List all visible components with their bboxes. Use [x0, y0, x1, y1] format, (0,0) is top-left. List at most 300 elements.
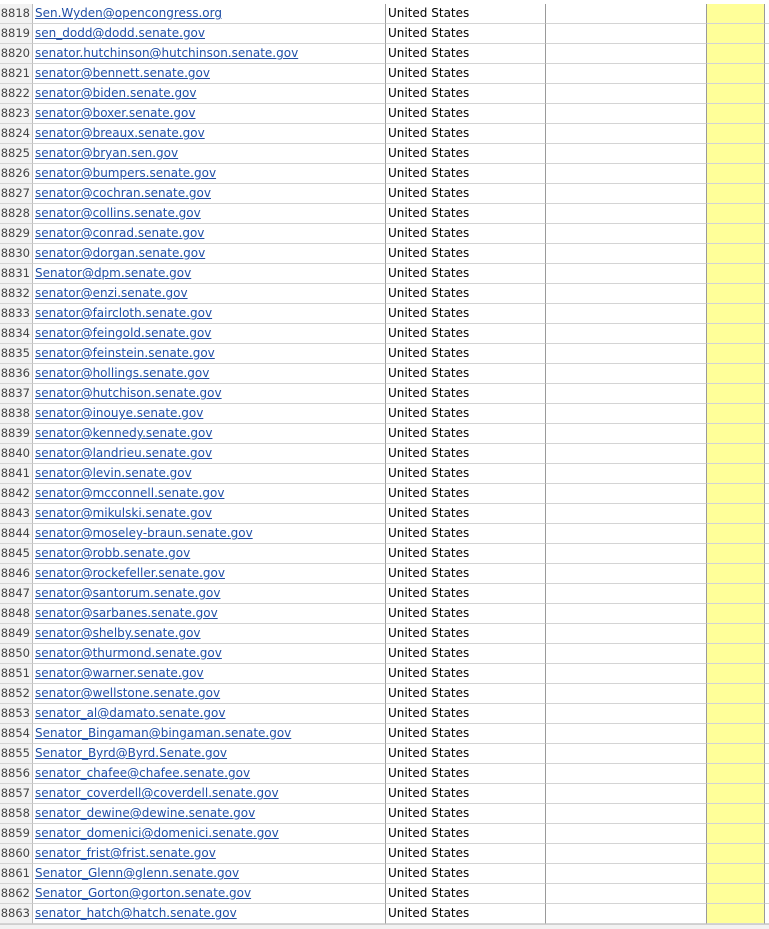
- highlighted-cell[interactable]: [707, 44, 765, 64]
- highlighted-cell[interactable]: [707, 104, 765, 124]
- empty-cell[interactable]: [546, 4, 707, 24]
- email-link-cell[interactable]: senator_hatch@hatch.senate.gov: [33, 904, 386, 924]
- row-number-header[interactable]: 8831: [0, 264, 33, 284]
- row-number-header[interactable]: 8847: [0, 584, 33, 604]
- email-link-cell[interactable]: Senator@dpm.senate.gov: [33, 264, 386, 284]
- partial-column-cell[interactable]: [765, 624, 769, 644]
- row-number-header[interactable]: 8830: [0, 244, 33, 264]
- table-row: [0, 724, 769, 744]
- highlighted-cell[interactable]: [707, 764, 765, 784]
- empty-cell[interactable]: [546, 284, 707, 304]
- row-number-header[interactable]: 8834: [0, 324, 33, 344]
- email-link-cell[interactable]: senator@thurmond.senate.gov: [33, 644, 386, 664]
- partial-column-cell[interactable]: [765, 764, 769, 784]
- empty-cell[interactable]: [546, 344, 707, 364]
- row-number-header[interactable]: 8856: [0, 764, 33, 784]
- table-row: [0, 24, 769, 44]
- highlighted-cell[interactable]: [707, 404, 765, 424]
- email-link-cell[interactable]: Sen.Wyden@opencongress.org: [33, 4, 386, 24]
- country-cell[interactable]: United States: [386, 524, 546, 544]
- country-cell[interactable]: United States: [386, 84, 546, 104]
- empty-cell[interactable]: [546, 444, 707, 464]
- row-number-header[interactable]: 8832: [0, 284, 33, 304]
- country-cell[interactable]: United States: [386, 544, 546, 564]
- row-number-header[interactable]: 8824: [0, 124, 33, 144]
- highlighted-cell[interactable]: [707, 504, 765, 524]
- empty-cell[interactable]: [546, 644, 707, 664]
- highlighted-cell[interactable]: [707, 284, 765, 304]
- partial-column-cell[interactable]: [765, 244, 769, 264]
- highlighted-cell[interactable]: [707, 304, 765, 324]
- highlighted-cell[interactable]: [707, 84, 765, 104]
- email-link-cell[interactable]: senator@conrad.senate.gov: [33, 224, 386, 244]
- email-link-cell[interactable]: senator@santorum.senate.gov: [33, 584, 386, 604]
- table-row: [0, 144, 769, 164]
- partial-column-cell[interactable]: [765, 684, 769, 704]
- email-link-cell[interactable]: senator@breaux.senate.gov: [33, 124, 386, 144]
- email-link-cell[interactable]: senator@biden.senate.gov: [33, 84, 386, 104]
- highlighted-cell[interactable]: [707, 804, 765, 824]
- partial-column-cell[interactable]: [765, 664, 769, 684]
- highlighted-cell[interactable]: [707, 744, 765, 764]
- highlighted-cell[interactable]: [707, 344, 765, 364]
- table-row: [0, 264, 769, 284]
- country-cell[interactable]: United States: [386, 344, 546, 364]
- table-row: [0, 544, 769, 564]
- table-row: [0, 384, 769, 404]
- empty-cell[interactable]: [546, 304, 707, 324]
- email-link-cell[interactable]: senator@collins.senate.gov: [33, 204, 386, 224]
- country-cell[interactable]: United States: [386, 784, 546, 804]
- empty-cell[interactable]: [546, 584, 707, 604]
- partial-column-cell[interactable]: [765, 184, 769, 204]
- email-link-cell[interactable]: senator@warner.senate.gov: [33, 664, 386, 684]
- country-cell[interactable]: United States: [386, 604, 546, 624]
- empty-cell[interactable]: [546, 664, 707, 684]
- table-row: [0, 664, 769, 684]
- country-cell[interactable]: United States: [386, 624, 546, 644]
- partial-column-cell[interactable]: [765, 264, 769, 284]
- highlighted-cell[interactable]: [707, 364, 765, 384]
- row-number-header[interactable]: 8859: [0, 824, 33, 844]
- row-number-header[interactable]: 8853: [0, 704, 33, 724]
- email-link-cell[interactable]: senator@feinstein.senate.gov: [33, 344, 386, 364]
- highlighted-cell[interactable]: [707, 724, 765, 744]
- empty-cell[interactable]: [546, 64, 707, 84]
- empty-cell[interactable]: [546, 224, 707, 244]
- highlighted-cell[interactable]: [707, 864, 765, 884]
- partial-column-cell[interactable]: [765, 384, 769, 404]
- row-number-header[interactable]: 8845: [0, 544, 33, 564]
- empty-cell[interactable]: [546, 144, 707, 164]
- email-link-cell[interactable]: senator@hollings.senate.gov: [33, 364, 386, 384]
- country-cell[interactable]: United States: [386, 224, 546, 244]
- highlighted-cell[interactable]: [707, 164, 765, 184]
- country-cell[interactable]: United States: [386, 384, 546, 404]
- partial-column-cell[interactable]: [765, 744, 769, 764]
- table-row: [0, 184, 769, 204]
- partial-column-cell[interactable]: [765, 404, 769, 424]
- country-cell[interactable]: United States: [386, 844, 546, 864]
- country-cell[interactable]: United States: [386, 444, 546, 464]
- row-number-header[interactable]: 8841: [0, 464, 33, 484]
- country-cell[interactable]: United States: [386, 64, 546, 84]
- empty-cell[interactable]: [546, 364, 707, 384]
- empty-cell[interactable]: [546, 244, 707, 264]
- table-row: [0, 484, 769, 504]
- highlighted-cell[interactable]: [707, 464, 765, 484]
- highlighted-cell[interactable]: [707, 644, 765, 664]
- partial-column-cell[interactable]: [765, 44, 769, 64]
- partial-column-cell[interactable]: [765, 24, 769, 44]
- email-link-cell[interactable]: senator@shelby.senate.gov: [33, 624, 386, 644]
- email-link-cell[interactable]: sen_dodd@dodd.senate.gov: [33, 24, 386, 44]
- partial-column-cell[interactable]: [765, 644, 769, 664]
- country-cell[interactable]: United States: [386, 404, 546, 424]
- row-number-header[interactable]: 8855: [0, 744, 33, 764]
- email-link-cell[interactable]: senator@feingold.senate.gov: [33, 324, 386, 344]
- country-cell[interactable]: United States: [386, 764, 546, 784]
- table-row: [0, 284, 769, 304]
- highlighted-cell[interactable]: [707, 904, 765, 924]
- highlighted-cell[interactable]: [707, 544, 765, 564]
- highlighted-cell[interactable]: [707, 144, 765, 164]
- highlighted-cell[interactable]: [707, 664, 765, 684]
- row-number-header[interactable]: 8860: [0, 844, 33, 864]
- partial-column-cell[interactable]: [765, 364, 769, 384]
- highlighted-cell[interactable]: [707, 844, 765, 864]
- email-link-cell[interactable]: Senator_Gorton@gorton.senate.gov: [33, 884, 386, 904]
- row-number-header[interactable]: 8822: [0, 84, 33, 104]
- country-cell[interactable]: United States: [386, 204, 546, 224]
- email-link-cell[interactable]: senator@hutchison.senate.gov: [33, 384, 386, 404]
- country-cell[interactable]: United States: [386, 264, 546, 284]
- row-number-header[interactable]: 8854: [0, 724, 33, 744]
- partial-column-cell[interactable]: [765, 584, 769, 604]
- country-cell[interactable]: United States: [386, 284, 546, 304]
- row-number-header[interactable]: 8848: [0, 604, 33, 624]
- partial-column-cell[interactable]: [765, 484, 769, 504]
- partial-column-cell[interactable]: [765, 904, 769, 924]
- highlighted-cell[interactable]: [707, 184, 765, 204]
- email-link-cell[interactable]: senator@bumpers.senate.gov: [33, 164, 386, 184]
- country-cell[interactable]: United States: [386, 124, 546, 144]
- email-link-cell[interactable]: senator@kennedy.senate.gov: [33, 424, 386, 444]
- partial-column-cell[interactable]: [765, 544, 769, 564]
- empty-cell[interactable]: [546, 724, 707, 744]
- country-cell[interactable]: United States: [386, 324, 546, 344]
- partial-column-cell[interactable]: [765, 844, 769, 864]
- table-row: [0, 404, 769, 424]
- table-row: [0, 524, 769, 544]
- empty-cell[interactable]: [546, 744, 707, 764]
- table-row: [0, 324, 769, 344]
- row-number-header[interactable]: 8861: [0, 864, 33, 884]
- country-cell[interactable]: United States: [386, 904, 546, 924]
- email-link-cell[interactable]: senator_domenici@domenici.senate.gov: [33, 824, 386, 844]
- country-cell[interactable]: United States: [386, 464, 546, 484]
- row-number-header[interactable]: 8826: [0, 164, 33, 184]
- row-number-header[interactable]: 8819: [0, 24, 33, 44]
- country-cell[interactable]: United States: [386, 24, 546, 44]
- row-number-header[interactable]: 8835: [0, 344, 33, 364]
- country-cell[interactable]: United States: [386, 44, 546, 64]
- empty-cell[interactable]: [546, 884, 707, 904]
- email-link-cell[interactable]: senator@mcconnell.senate.gov: [33, 484, 386, 504]
- country-cell[interactable]: United States: [386, 424, 546, 444]
- country-cell[interactable]: United States: [386, 4, 546, 24]
- table-row: [0, 504, 769, 524]
- country-cell[interactable]: United States: [386, 184, 546, 204]
- empty-cell[interactable]: [546, 264, 707, 284]
- empty-cell[interactable]: [546, 544, 707, 564]
- empty-cell[interactable]: [546, 804, 707, 824]
- country-cell[interactable]: United States: [386, 724, 546, 744]
- highlighted-cell[interactable]: [707, 384, 765, 404]
- highlighted-cell[interactable]: [707, 204, 765, 224]
- email-link-cell[interactable]: senator@mikulski.senate.gov: [33, 504, 386, 524]
- country-cell[interactable]: United States: [386, 144, 546, 164]
- partial-column-cell[interactable]: [765, 124, 769, 144]
- sheet-bottom-edge: [0, 924, 769, 929]
- row-number-header[interactable]: 8857: [0, 784, 33, 804]
- row-number-header[interactable]: 8844: [0, 524, 33, 544]
- partial-column-cell[interactable]: [765, 524, 769, 544]
- empty-cell[interactable]: [546, 84, 707, 104]
- partial-column-cell[interactable]: [765, 444, 769, 464]
- country-cell[interactable]: United States: [386, 564, 546, 584]
- highlighted-cell[interactable]: [707, 244, 765, 264]
- partial-column-cell[interactable]: [765, 64, 769, 84]
- partial-column-cell[interactable]: [765, 604, 769, 624]
- highlighted-cell[interactable]: [707, 604, 765, 624]
- partial-column-cell[interactable]: [765, 164, 769, 184]
- country-cell[interactable]: United States: [386, 304, 546, 324]
- table-row: [0, 624, 769, 644]
- empty-cell[interactable]: [546, 524, 707, 544]
- row-number-header[interactable]: 8838: [0, 404, 33, 424]
- table-row: [0, 164, 769, 184]
- partial-column-cell[interactable]: [765, 104, 769, 124]
- empty-cell[interactable]: [546, 484, 707, 504]
- empty-cell[interactable]: [546, 324, 707, 344]
- table-row: [0, 804, 769, 824]
- empty-cell[interactable]: [546, 404, 707, 424]
- country-cell[interactable]: United States: [386, 664, 546, 684]
- highlighted-cell[interactable]: [707, 684, 765, 704]
- email-link-cell[interactable]: senator@rockefeller.senate.gov: [33, 564, 386, 584]
- partial-column-cell[interactable]: [765, 464, 769, 484]
- empty-cell[interactable]: [546, 464, 707, 484]
- country-cell[interactable]: United States: [386, 864, 546, 884]
- highlighted-cell[interactable]: [707, 4, 765, 24]
- partial-column-cell[interactable]: [765, 344, 769, 364]
- empty-cell[interactable]: [546, 184, 707, 204]
- empty-cell[interactable]: [546, 424, 707, 444]
- partial-column-cell[interactable]: [765, 804, 769, 824]
- empty-cell[interactable]: [546, 844, 707, 864]
- row-number-header[interactable]: 8818: [0, 4, 33, 24]
- email-link-cell[interactable]: Senator_Byrd@Byrd.Senate.gov: [33, 744, 386, 764]
- empty-cell[interactable]: [546, 684, 707, 704]
- email-link-cell[interactable]: senator_chafee@chafee.senate.gov: [33, 764, 386, 784]
- row-number-header[interactable]: 8849: [0, 624, 33, 644]
- table-row: [0, 84, 769, 104]
- partial-column-cell[interactable]: [765, 824, 769, 844]
- country-cell[interactable]: United States: [386, 484, 546, 504]
- partial-column-cell[interactable]: [765, 4, 769, 24]
- partial-column-cell[interactable]: [765, 884, 769, 904]
- country-cell[interactable]: United States: [386, 884, 546, 904]
- email-link-cell[interactable]: Senator_Glenn@glenn.senate.gov: [33, 864, 386, 884]
- highlighted-cell[interactable]: [707, 324, 765, 344]
- empty-cell[interactable]: [546, 564, 707, 584]
- highlighted-cell[interactable]: [707, 264, 765, 284]
- partial-column-cell[interactable]: [765, 784, 769, 804]
- empty-cell[interactable]: [546, 864, 707, 884]
- email-link-cell[interactable]: senator_dewine@dewine.senate.gov: [33, 804, 386, 824]
- row-number-header[interactable]: 8846: [0, 564, 33, 584]
- country-cell[interactable]: United States: [386, 684, 546, 704]
- country-cell[interactable]: United States: [386, 104, 546, 124]
- highlighted-cell[interactable]: [707, 884, 765, 904]
- empty-cell[interactable]: [546, 604, 707, 624]
- table-row: [0, 44, 769, 64]
- email-link-cell[interactable]: senator.hutchinson@hutchinson.senate.gov: [33, 44, 386, 64]
- table-row: [0, 104, 769, 124]
- highlighted-cell[interactable]: [707, 824, 765, 844]
- row-number-header[interactable]: 8837: [0, 384, 33, 404]
- highlighted-cell[interactable]: [707, 624, 765, 644]
- empty-cell[interactable]: [546, 164, 707, 184]
- email-link-cell[interactable]: senator@moseley-braun.senate.gov: [33, 524, 386, 544]
- row-number-header[interactable]: 8862: [0, 884, 33, 904]
- email-link-cell[interactable]: senator@sarbanes.senate.gov: [33, 604, 386, 624]
- partial-column-cell[interactable]: [765, 304, 769, 324]
- email-link-cell[interactable]: senator@levin.senate.gov: [33, 464, 386, 484]
- highlighted-cell[interactable]: [707, 564, 765, 584]
- row-number-header[interactable]: 8828: [0, 204, 33, 224]
- partial-column-cell[interactable]: [765, 704, 769, 724]
- partial-column-cell[interactable]: [765, 424, 769, 444]
- empty-cell[interactable]: [546, 624, 707, 644]
- table-row: [0, 4, 769, 24]
- highlighted-cell[interactable]: [707, 444, 765, 464]
- country-cell[interactable]: United States: [386, 704, 546, 724]
- highlighted-cell[interactable]: [707, 704, 765, 724]
- table-row: [0, 884, 769, 904]
- empty-cell[interactable]: [546, 504, 707, 524]
- row-number-header[interactable]: 8858: [0, 804, 33, 824]
- partial-column-cell[interactable]: [765, 564, 769, 584]
- row-number-header[interactable]: 8851: [0, 664, 33, 684]
- email-link-cell[interactable]: senator@wellstone.senate.gov: [33, 684, 386, 704]
- row-number-header[interactable]: 8842: [0, 484, 33, 504]
- row-number-header[interactable]: 8836: [0, 364, 33, 384]
- row-number-header[interactable]: 8827: [0, 184, 33, 204]
- highlighted-cell[interactable]: [707, 64, 765, 84]
- email-link-cell[interactable]: senator_frist@frist.senate.gov: [33, 844, 386, 864]
- row-number-header[interactable]: 8850: [0, 644, 33, 664]
- country-cell[interactable]: United States: [386, 364, 546, 384]
- row-number-header[interactable]: 8843: [0, 504, 33, 524]
- highlighted-cell[interactable]: [707, 784, 765, 804]
- partial-column-cell[interactable]: [765, 724, 769, 744]
- email-link-cell[interactable]: senator@robb.senate.gov: [33, 544, 386, 564]
- email-link-cell[interactable]: senator@inouye.senate.gov: [33, 404, 386, 424]
- email-link-cell[interactable]: senator_coverdell@coverdell.senate.gov: [33, 784, 386, 804]
- row-number-header[interactable]: 8823: [0, 104, 33, 124]
- table-row: [0, 604, 769, 624]
- row-number-header[interactable]: 8839: [0, 424, 33, 444]
- partial-column-cell[interactable]: [765, 144, 769, 164]
- partial-column-cell[interactable]: [765, 864, 769, 884]
- empty-cell[interactable]: [546, 104, 707, 124]
- row-number-header[interactable]: 8821: [0, 64, 33, 84]
- country-cell[interactable]: United States: [386, 644, 546, 664]
- highlighted-cell[interactable]: [707, 484, 765, 504]
- country-cell[interactable]: United States: [386, 164, 546, 184]
- empty-cell[interactable]: [546, 784, 707, 804]
- row-number-header[interactable]: 8863: [0, 904, 33, 924]
- empty-cell[interactable]: [546, 824, 707, 844]
- partial-column-cell[interactable]: [765, 84, 769, 104]
- row-number-header[interactable]: 8820: [0, 44, 33, 64]
- country-cell[interactable]: United States: [386, 824, 546, 844]
- row-number-header[interactable]: 8833: [0, 304, 33, 324]
- empty-cell[interactable]: [546, 204, 707, 224]
- partial-column-cell[interactable]: [765, 324, 769, 344]
- row-number-header[interactable]: 8840: [0, 444, 33, 464]
- email-link-cell[interactable]: senator@enzi.senate.gov: [33, 284, 386, 304]
- highlighted-cell[interactable]: [707, 224, 765, 244]
- email-link-cell[interactable]: senator@bryan.sen.gov: [33, 144, 386, 164]
- row-number-header[interactable]: 8825: [0, 144, 33, 164]
- row-number-header[interactable]: 8829: [0, 224, 33, 244]
- highlighted-cell[interactable]: [707, 424, 765, 444]
- empty-cell[interactable]: [546, 764, 707, 784]
- highlighted-cell[interactable]: [707, 524, 765, 544]
- highlighted-cell[interactable]: [707, 24, 765, 44]
- email-link-cell[interactable]: senator@landrieu.senate.gov: [33, 444, 386, 464]
- empty-cell[interactable]: [546, 24, 707, 44]
- country-cell[interactable]: United States: [386, 584, 546, 604]
- partial-column-cell[interactable]: [765, 284, 769, 304]
- email-link-cell[interactable]: senator@dorgan.senate.gov: [33, 244, 386, 264]
- partial-column-cell[interactable]: [765, 224, 769, 244]
- highlighted-cell[interactable]: [707, 584, 765, 604]
- empty-cell[interactable]: [546, 704, 707, 724]
- empty-cell[interactable]: [546, 124, 707, 144]
- country-cell[interactable]: United States: [386, 744, 546, 764]
- country-cell[interactable]: United States: [386, 244, 546, 264]
- email-link-cell[interactable]: senator@cochran.senate.gov: [33, 184, 386, 204]
- empty-cell[interactable]: [546, 44, 707, 64]
- row-number-header[interactable]: 8852: [0, 684, 33, 704]
- partial-column-cell[interactable]: [765, 504, 769, 524]
- country-cell[interactable]: United States: [386, 804, 546, 824]
- email-link-cell[interactable]: Senator_Bingaman@bingaman.senate.gov: [33, 724, 386, 744]
- partial-column-cell[interactable]: [765, 204, 769, 224]
- empty-cell[interactable]: [546, 904, 707, 924]
- email-link-cell[interactable]: senator@boxer.senate.gov: [33, 104, 386, 124]
- country-cell[interactable]: United States: [386, 504, 546, 524]
- email-link-cell[interactable]: senator@faircloth.senate.gov: [33, 304, 386, 324]
- email-link-cell[interactable]: senator@bennett.senate.gov: [33, 64, 386, 84]
- email-link-cell[interactable]: senator_al@damato.senate.gov: [33, 704, 386, 724]
- empty-cell[interactable]: [546, 384, 707, 404]
- highlighted-cell[interactable]: [707, 124, 765, 144]
